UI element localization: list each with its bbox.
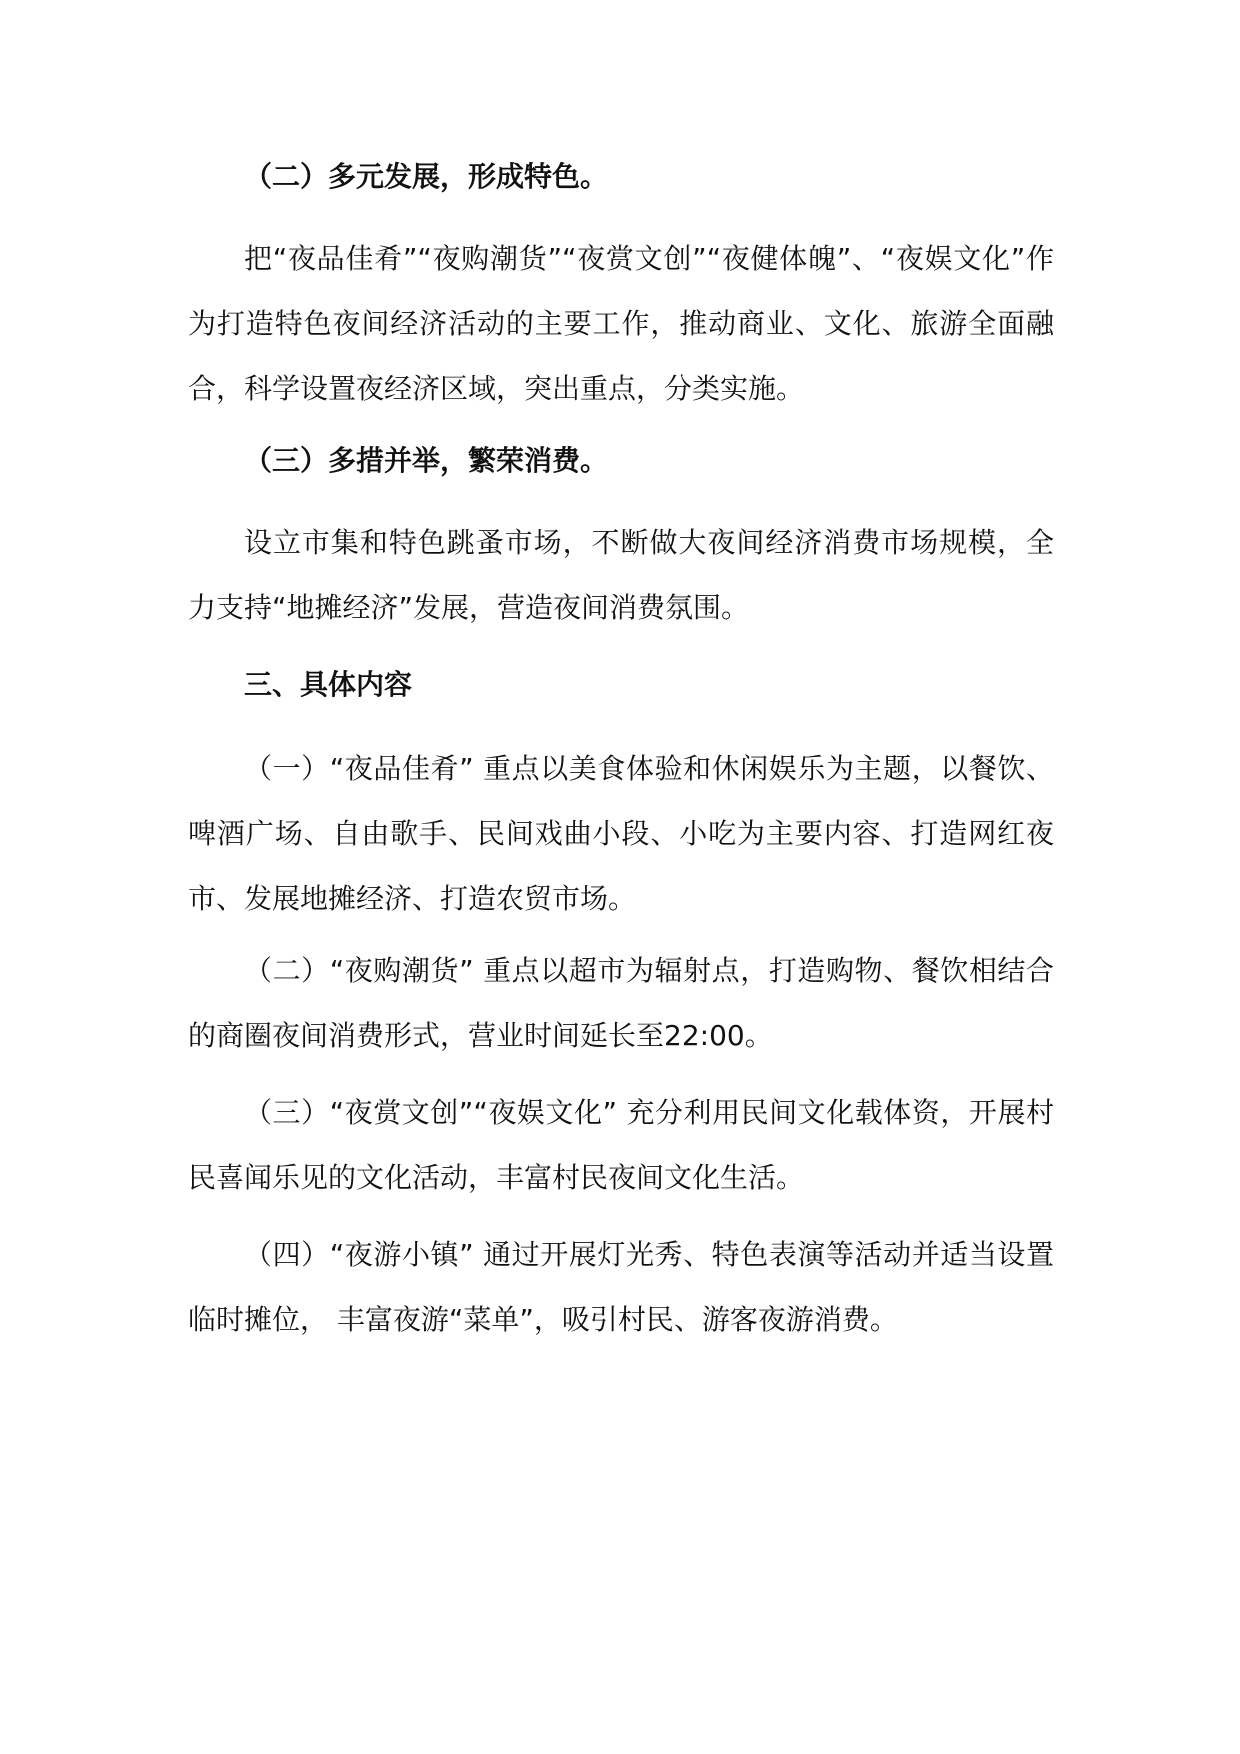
item-night-tour: （四）“夜游小镇” 通过开展灯光秀、特色表演等活动并适当设置临时摊位， 丰富夜游“菜单”，吸引村民、游客夜游消费。 bbox=[188, 1238, 1054, 1336]
paragraph-flea-market: 设立市集和特色跳蚤市场，不断做大夜间经济消费市场规模，全力支持“地摊经济”发展，营造夜间消费氛围。 bbox=[188, 526, 1054, 624]
subheading-multiple-measures: （三）多措并举，繁荣消费。 bbox=[244, 444, 609, 477]
section-heading-specific-content: 三、具体内容 bbox=[244, 668, 413, 701]
item-night-shopping: （二）“夜购潮货” 重点以超市为辐射点，打造购物、餐饮相结合的商圈夜间消费形式，营业时间延长至22:00。 bbox=[188, 954, 1054, 1052]
subheading-diversified-development: （二）多元发展，形成特色。 bbox=[244, 160, 609, 193]
paragraph-night-economy-activities: 把“夜品佳肴”“夜购潮货”“夜赏文创”“夜健体魄”、“夜娱文化”作为打造特色夜间经济活动的主要工作，推动商业、文化、旅游全面融合，科学设置夜经济区域，突出重点，分类实施。 bbox=[188, 242, 1054, 405]
item-night-food: （一）“夜品佳肴” 重点以美食体验和休闲娱乐为主题，以餐饮、啤酒广场、自由歌手、民间戏曲小段、小吃为主要内容、打造网红夜市、发展地摊经济、打造农贸市场。 bbox=[188, 752, 1054, 915]
item-night-culture: （三）“夜赏文创”“夜娱文化” 充分利用民间文化载体资，开展村民喜闻乐见的文化活动，丰富村民夜间文化生活。 bbox=[188, 1096, 1054, 1194]
